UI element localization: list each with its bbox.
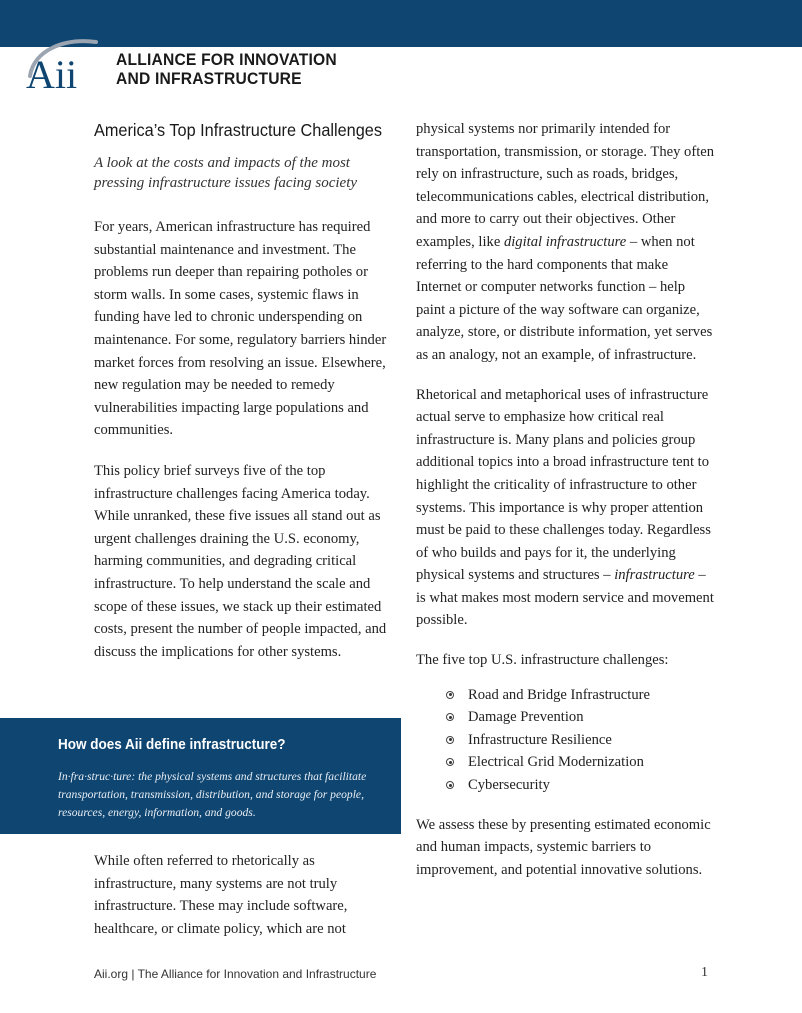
list-item: Infrastructure Resilience <box>416 729 716 752</box>
logo-mark-text: Aii <box>26 52 78 96</box>
page-title: America’s Top Infrastructure Challenges <box>94 120 382 140</box>
rhetoric-paragraph: While often referred to rhetorically as infrastructure, many systems are not truly infrastructure. These may include software, healthcare, or climate policy, which are not <box>94 853 348 937</box>
systems-text-b: – when not referring to the hard components that make Internet or computer networks function – help paint a picture of the way software can organize, analyze, store, or distribute information, yet serves as an analogy, not an example, of infrastructure. <box>416 233 713 363</box>
digital-infrastructure-term: digital infrastructure <box>503 233 627 250</box>
metaphor-text-a: Rhetorical and metaphorical uses of infrastructure actual serve to emphasize how critical real infrastructure is. Many plans and policies group additional topics into a broad infrastructure tent to highlight the criticality of infrastructure to other systems. This importance is why proper attention must be paid to these challenges today. Regardless of who builds and pays for it, the underlying physical systems and structures – <box>416 386 711 584</box>
list-item: Damage Prevention <box>416 706 716 729</box>
callout-title: How does Aii define infrastructure? <box>58 736 286 753</box>
left-bottom-column <box>94 850 394 940</box>
systems-paragraph <box>416 118 716 367</box>
metaphor-text-b: – is what makes most modern service and movement possible. <box>416 567 714 629</box>
list-item: Cybersecurity <box>416 774 716 797</box>
page-number: 1 <box>701 965 708 980</box>
bullet-icon <box>446 781 454 789</box>
logo-wordmark <box>116 50 337 88</box>
bullet-icon <box>446 758 454 766</box>
footer-site: Aii.org | The Alliance for Innovation and Infrastructure <box>94 967 377 981</box>
metaphor-paragraph <box>416 384 716 633</box>
intro-paragraph: For years, American infrastructure has required substantial maintenance and investment. The problems run deeper than repairing potholes or storm walls. In some cases, systemic flaws in funding have led to chronic underspending on maintenance. For some, regulatory barriers hinder market forces from resolving an issue. Elsewhere, new regulation may be needed to remedy vulnerabilities impacting large populations and communities. <box>94 219 387 439</box>
left-column <box>94 120 394 663</box>
callout-definition: In·fra·struc·ture: the physical systems and structures that facilitate transportation, transmission, distribution, and storage for people, resources, energy, information, and goods. <box>58 770 367 819</box>
aii-logo-mark <box>24 36 114 96</box>
infrastructure-term: infrastructure <box>614 567 695 584</box>
logo-line-2: AND INFRASTRUCTURE <box>116 69 302 88</box>
aii-logo <box>24 36 337 96</box>
closing-paragraph: We assess these by presenting estimated economic and human impacts, systemic barriers to improvement, and potential innovative solutions. <box>416 816 711 878</box>
bullet-icon <box>446 713 454 721</box>
list-item: Electrical Grid Modernization <box>416 751 716 774</box>
definition-callout <box>0 718 401 834</box>
right-column <box>416 118 716 881</box>
page-subtitle: A look at the costs and impacts of the most pressing infrastructure issues facing society <box>94 155 358 191</box>
challenges-list <box>416 684 716 797</box>
systems-text-a: physical systems nor primarily intended for transportation, transmission, or storage. They often rely on infrastructure, such as roads, bridges, telecommunications cables, electrical distribution, and more to carry out their objectives. Other examples, like <box>416 121 715 250</box>
survey-paragraph: This policy brief surveys five of the top infrastructure challenges facing America today. While unranked, these five issues all stand out as urgent challenges draining the U.S. economy, harming communities, and degrading critical infrastructure. To help understand the scale and scope of these issues, we stack up their estimated costs, present the number of people impacted, and discuss the implications for other systems. <box>94 462 387 660</box>
list-intro: The five top U.S. infrastructure challenges: <box>416 652 669 669</box>
bullet-icon <box>446 736 454 744</box>
list-item: Road and Bridge Infrastructure <box>416 684 716 707</box>
bullet-icon <box>446 691 454 699</box>
logo-line-1: ALLIANCE FOR INNOVATION <box>116 50 337 69</box>
